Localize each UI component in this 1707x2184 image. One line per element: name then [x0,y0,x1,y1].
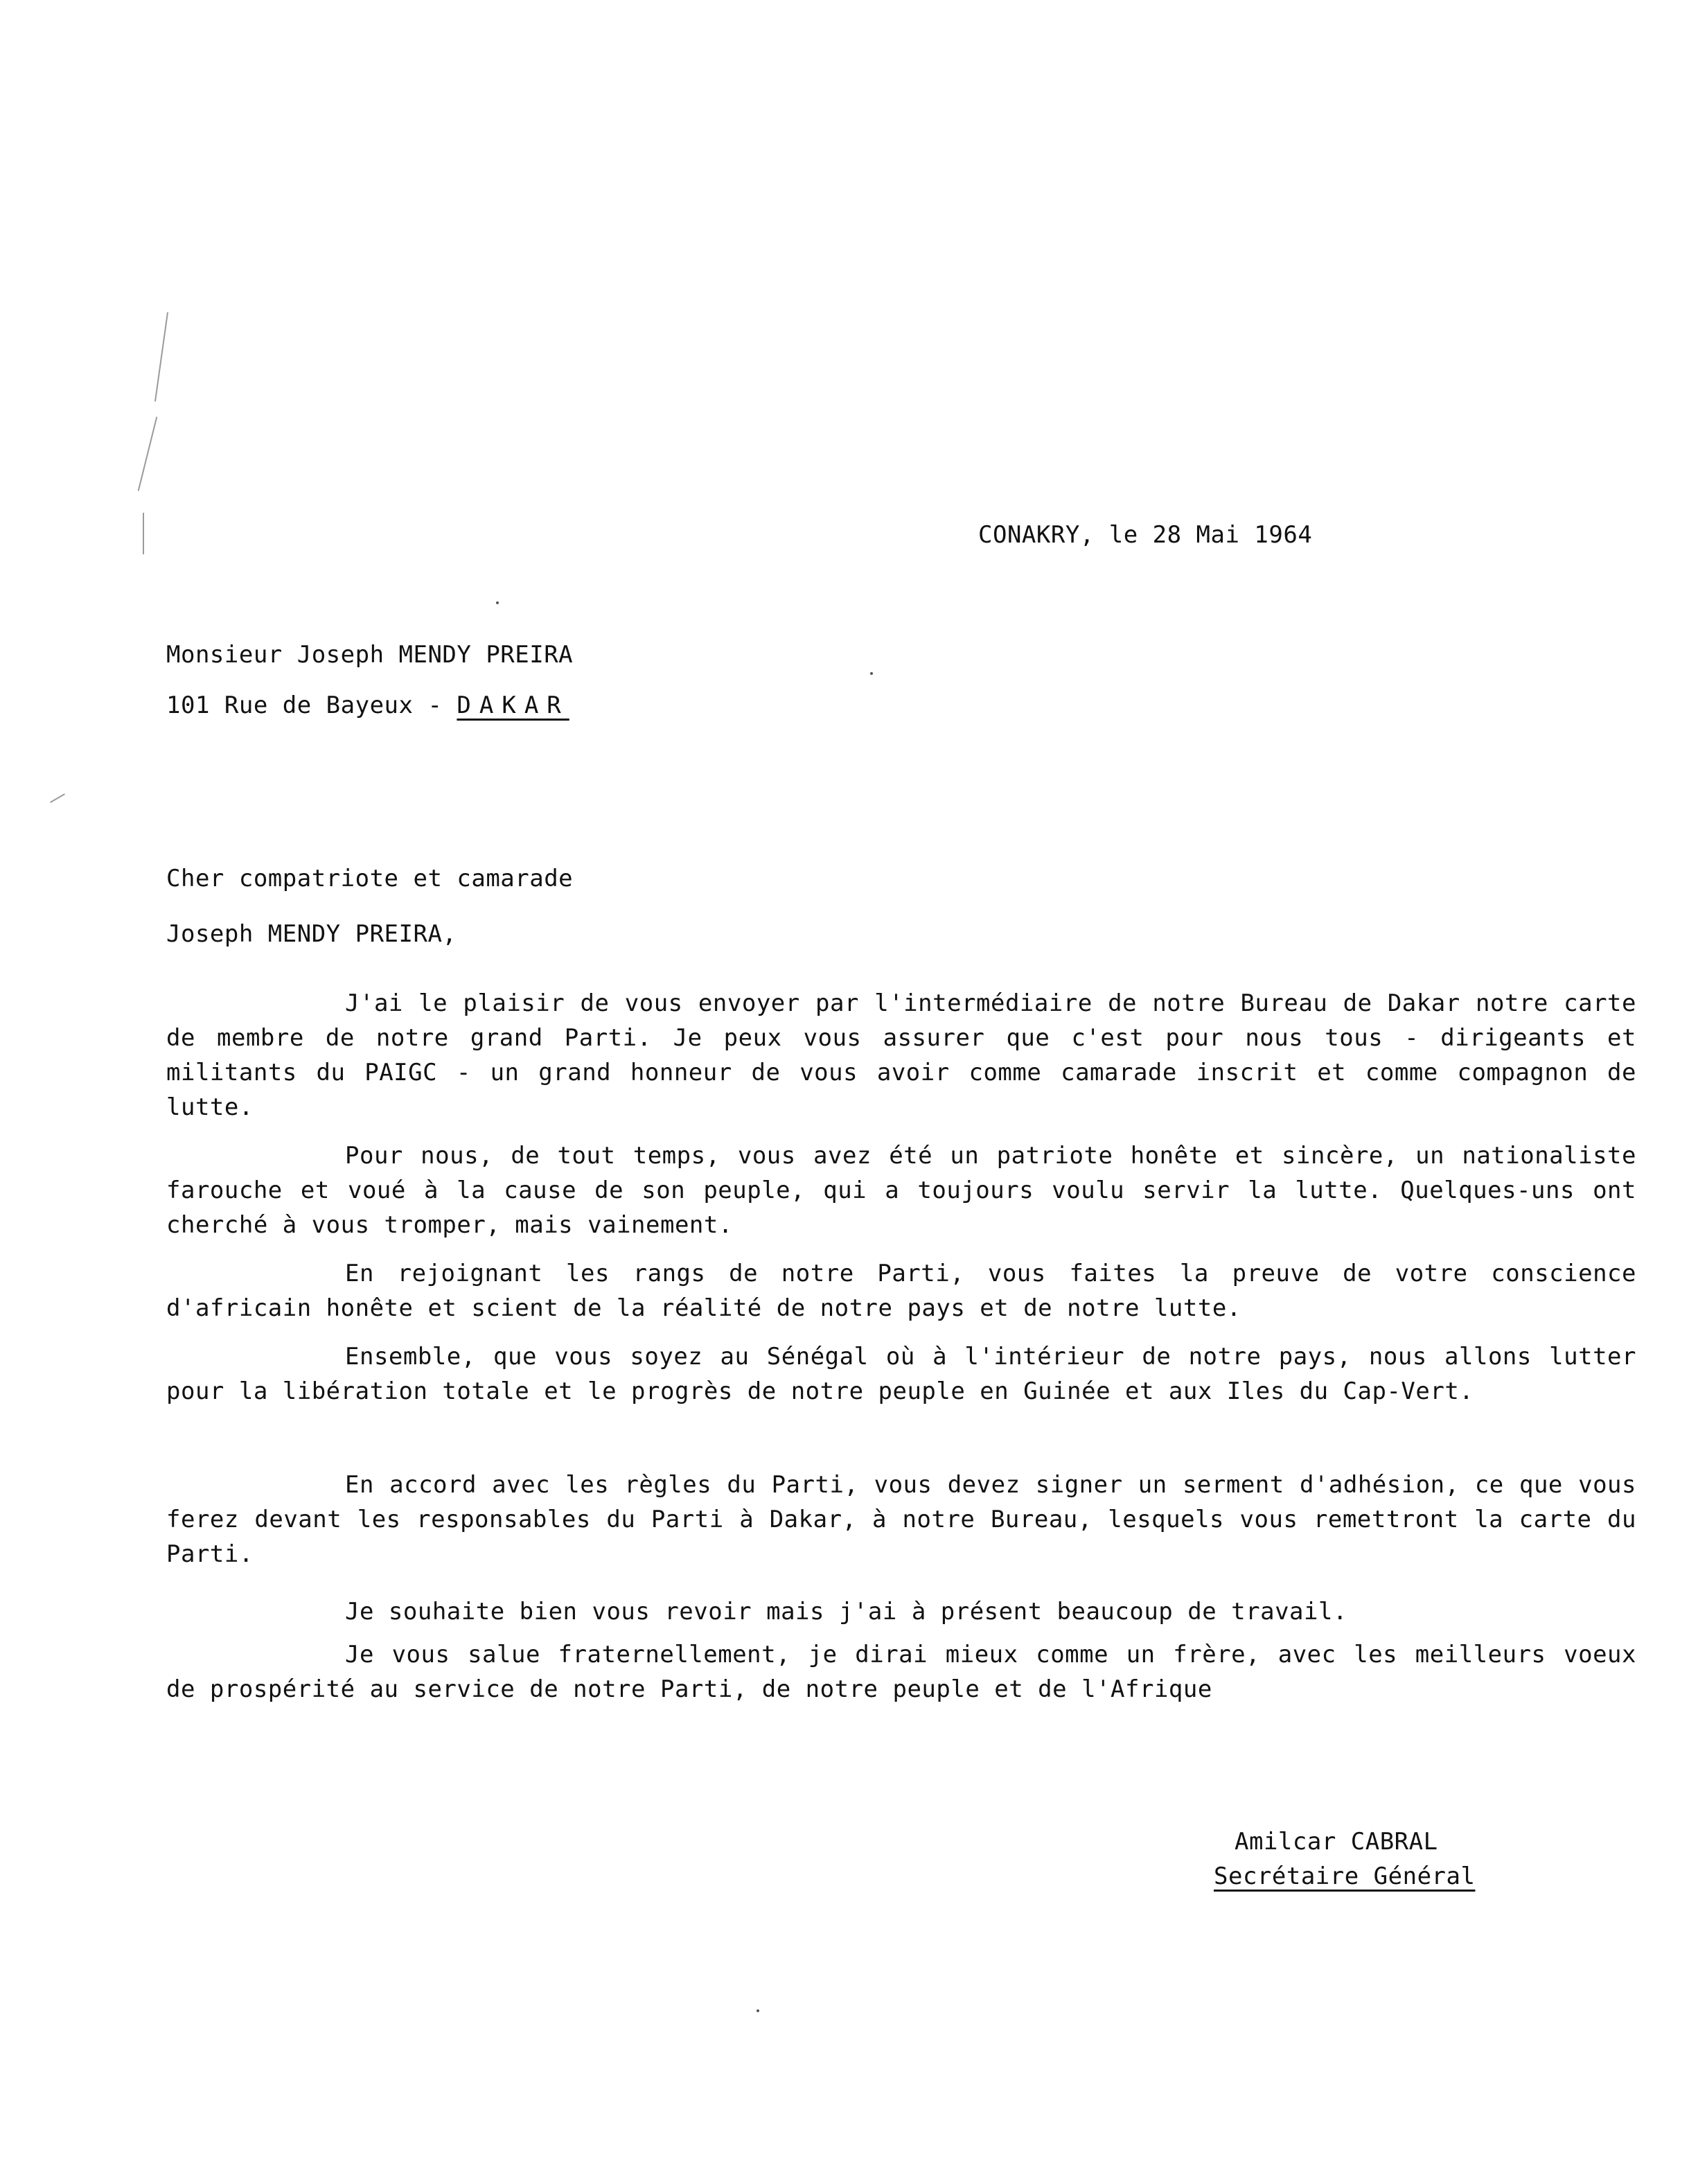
signatory-title: Secrétaire Général [1214,1862,1476,1890]
body-paragraph: Ensemble, que vous soyez au Sénégal où à l'intérieur de notre pays, nous allons lutter pour la libération totale et le progrès de notre peuple en Guinée et aux Iles du Cap-Vert. [166,1343,1636,1405]
salutation-line-1: Cher compatriote et camarade [166,865,574,892]
body-paragraph: Pour nous, de tout temps, vous avez été un patriote honête et sincère, un nationaliste farouche et voué à la cause de son peuple, qui a toujours voulu servir la lutte. Quelques-uns ont cherché à vous tromper, mais vainement. [166,1142,1636,1239]
salutation-line-2: Joseph MENDY PREIRA, [166,920,457,948]
margin-mark [154,312,168,401]
body-paragraph: En rejoignant les rangs de notre Parti, vous faites la preuve de votre conscience d'africain honête et scient de la réalité de notre pays et de notre lutte. [166,1260,1636,1322]
recipient-street: 101 Rue de Bayeux - [166,692,457,719]
page-speck [496,601,499,604]
body-paragraph: Je vous salue fraternellement, je dirai mieux comme un frère, avec les meilleurs voeux de prospérité au service de notre Parti, de notre peuple et de l'Afrique [166,1641,1636,1703]
body-paragraph: Je souhaite bien vous revoir mais j'ai à présent beaucoup de travail. [345,1598,1347,1626]
signatory-name: Amilcar CABRAL [1235,1828,1438,1856]
margin-mark [50,793,65,803]
place-date: CONAKRY, le 28 Mai 1964 [978,521,1313,549]
margin-mark [143,513,144,554]
recipient-name: Monsieur Joseph MENDY PREIRA [166,641,574,669]
page-speck [757,2009,759,2012]
body-paragraph: En accord avec les règles du Parti, vous devez signer un serment d'adhésion, ce que vous ferez devant les responsables du Parti à Dakar, à notre Bureau, lesquels vous remettront la carte du Parti. [166,1471,1636,1568]
recipient-city: DAKAR [457,692,569,719]
recipient-address [166,692,569,719]
body-paragraph: J'ai le plaisir de vous envoyer par l'intermédiaire de notre Bureau de Dakar notre carte de membre de notre grand Parti. Je peux vous assurer que c'est pour nous tous - dirigeants et militants du PAIGC - un grand honneur de vous avoir comme camarade inscrit et comme compagnon de lutte. [166,989,1636,1121]
margin-mark [138,416,158,491]
page-speck [870,672,873,675]
